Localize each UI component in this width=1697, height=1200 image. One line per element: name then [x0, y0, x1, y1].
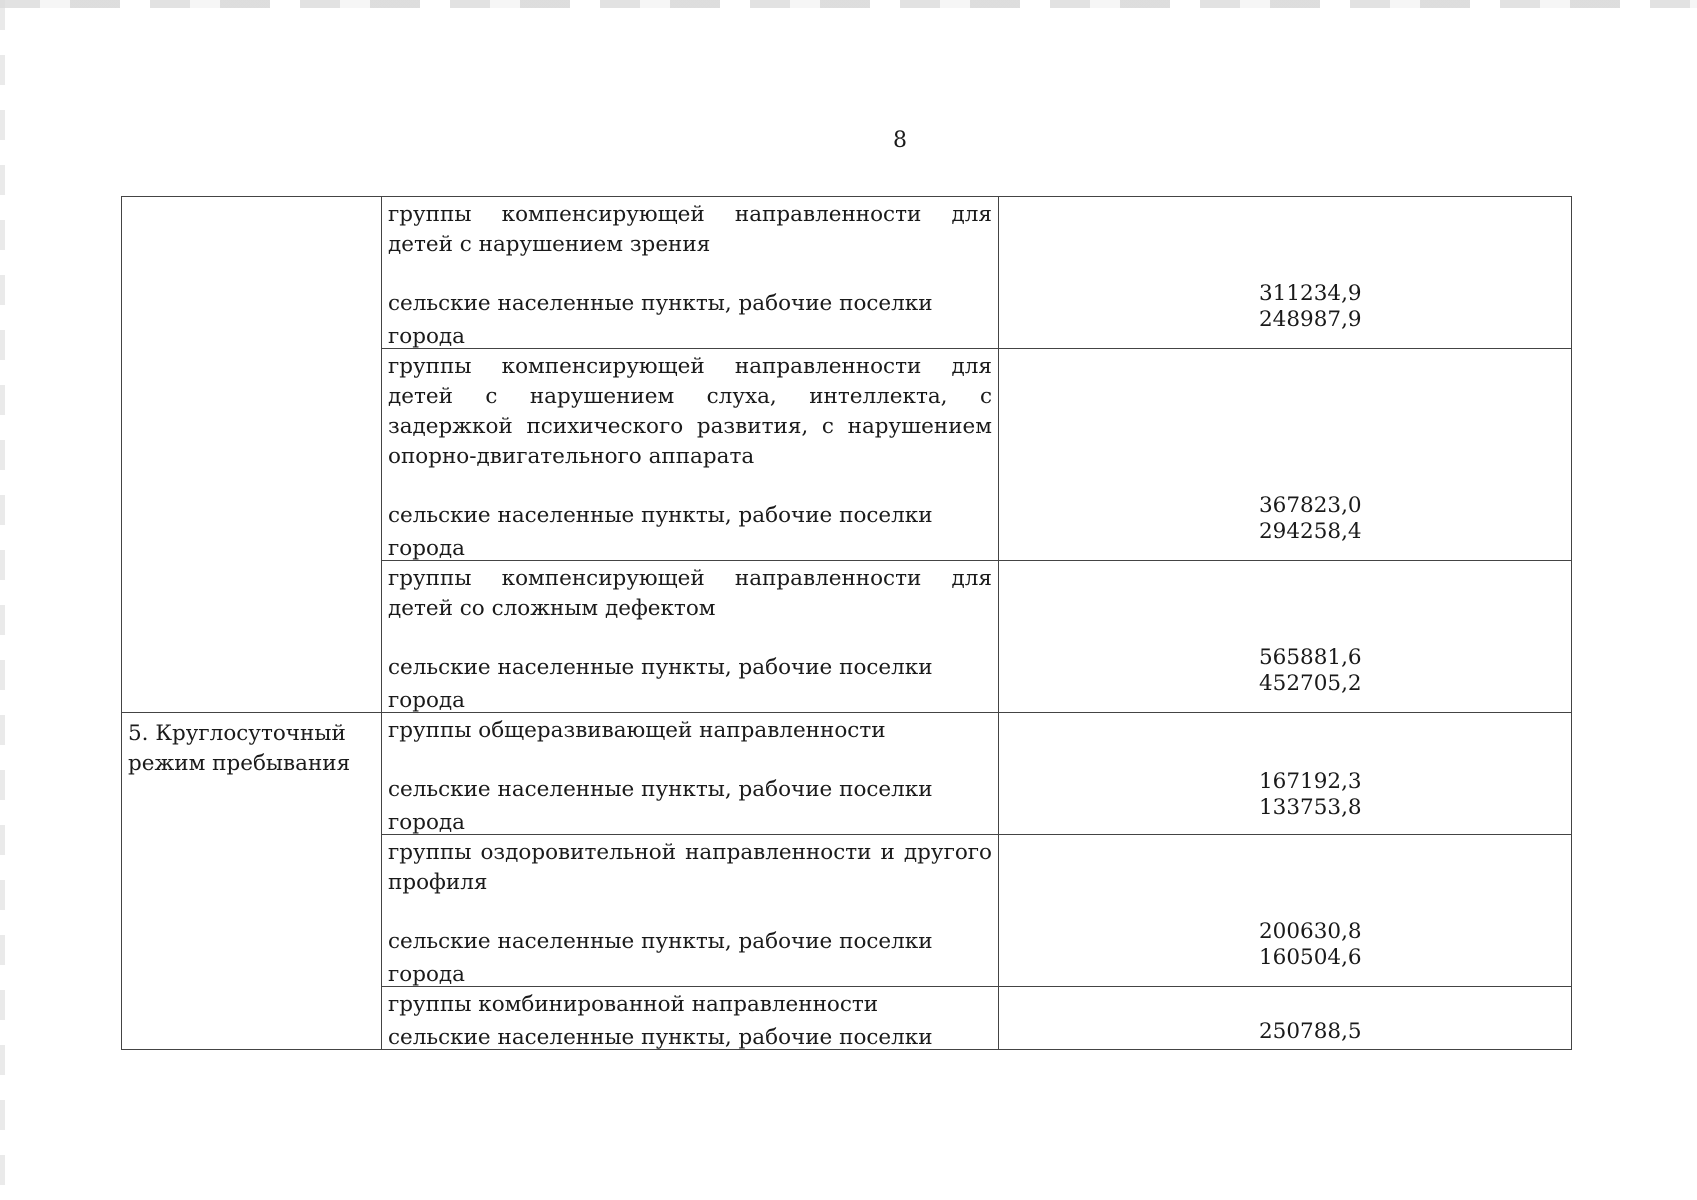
rural-label: сельские населенные пункты, рабочие поселки [388, 1025, 933, 1050]
group-description: группы компенсирующей направленности для детей с нарушением зрения [388, 202, 992, 257]
group-cell [382, 349, 999, 561]
group-description: группы компенсирующей направленности для детей с нарушением слуха, интеллекта, с задержкой психического развития, с нарушением опорно-двигательного аппарата [388, 354, 992, 469]
page-number: 8 [893, 128, 907, 153]
rural-value: 565881,6 [1259, 645, 1362, 670]
urban-label: города [388, 810, 465, 835]
rural-value: 367823,0 [1259, 493, 1362, 518]
urban-label: города [388, 536, 465, 561]
rural-value: 311234,9 [1259, 281, 1362, 306]
group-description: группы оздоровительной направленности и другого профиля [388, 840, 992, 895]
value-cell [999, 835, 1572, 987]
category-cell [122, 713, 382, 1050]
urban-label: города [388, 962, 465, 987]
category-cell [122, 197, 382, 713]
value-cell [999, 197, 1572, 349]
rural-label: сельские населенные пункты, рабочие поселки [388, 291, 933, 316]
group-description: группы комбинированной направленности [388, 992, 879, 1017]
table-row [122, 197, 1572, 349]
group-cell [382, 835, 999, 987]
value-cell [999, 713, 1572, 835]
group-cell [382, 561, 999, 713]
urban-value: 294258,4 [1259, 519, 1362, 544]
rural-value: 167192,3 [1259, 769, 1362, 794]
group-description: группы компенсирующей направленности для детей со сложным дефектом [388, 566, 992, 621]
group-cell [382, 987, 999, 1050]
category-label: 5. Круглосуточный режим пребывания [128, 721, 351, 776]
urban-value: 452705,2 [1259, 671, 1362, 696]
tariff-table [121, 196, 1572, 1050]
group-cell [382, 713, 999, 835]
urban-value: 133753,8 [1259, 795, 1362, 820]
rural-label: сельские населенные пункты, рабочие поселки [388, 503, 933, 528]
rural-label: сельские населенные пункты, рабочие поселки [388, 929, 933, 954]
rural-value: 200630,8 [1259, 919, 1362, 944]
urban-label: города [388, 688, 465, 713]
urban-value: 248987,9 [1259, 307, 1362, 332]
group-description: группы общеразвивающей направленности [388, 718, 886, 743]
scan-edge-top [0, 0, 1697, 8]
rural-value: 250788,5 [1259, 1019, 1362, 1044]
urban-value: 160504,6 [1259, 945, 1362, 970]
scan-edge-left [0, 0, 5, 1200]
rural-label: сельские населенные пункты, рабочие поселки [388, 777, 933, 802]
value-cell [999, 561, 1572, 713]
value-cell [999, 987, 1572, 1050]
table-row [122, 713, 1572, 835]
value-cell [999, 349, 1572, 561]
urban-label: города [388, 324, 465, 349]
rural-label: сельские населенные пункты, рабочие поселки [388, 655, 933, 680]
group-cell [382, 197, 999, 349]
